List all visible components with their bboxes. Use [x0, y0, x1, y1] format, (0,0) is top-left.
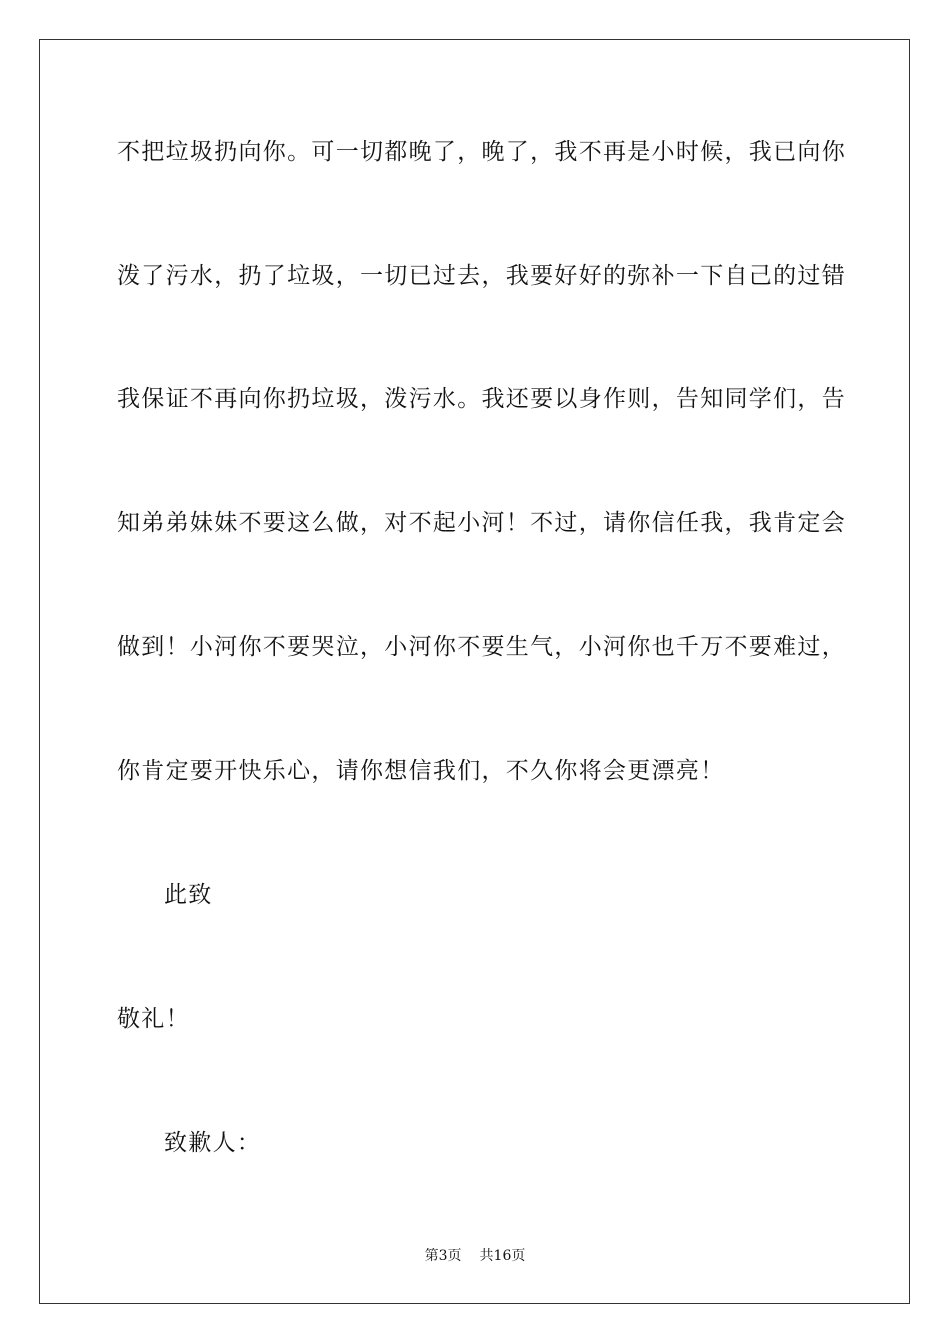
closing-regards: 敬礼！ — [117, 1006, 190, 1032]
body-line-3: 我保证不再向你扔垃圾，泼污水。我还要以身作则，告知同学们，告 — [117, 386, 846, 412]
body-line-1: 不把垃圾扔向你。可一切都晚了，晚了，我不再是小时候，我已向你 — [117, 139, 846, 165]
signature-label: 致歉人： — [164, 1130, 262, 1156]
closing-salutation: 此致 — [164, 882, 213, 908]
body-line-5: 做到！小河你不要哭泣，小河你不要生气，小河你也千万不要难过， — [117, 634, 846, 660]
body-line-6: 你肯定要开快乐心，请你想信我们，不久你将会更漂亮！ — [117, 758, 725, 784]
page-total: 共16页 — [479, 1248, 526, 1264]
page-number: 第3页 — [424, 1248, 462, 1264]
body-line-4: 知弟弟妹妹不要这么做，对不起小河！不过，请你信任我，我肯定会 — [117, 510, 846, 536]
page-border — [39, 39, 910, 1304]
page-footer — [0, 1247, 950, 1265]
body-line-2: 泼了污水，扔了垃圾，一切已过去，我要好好的弥补一下自己的过错 — [117, 263, 846, 289]
